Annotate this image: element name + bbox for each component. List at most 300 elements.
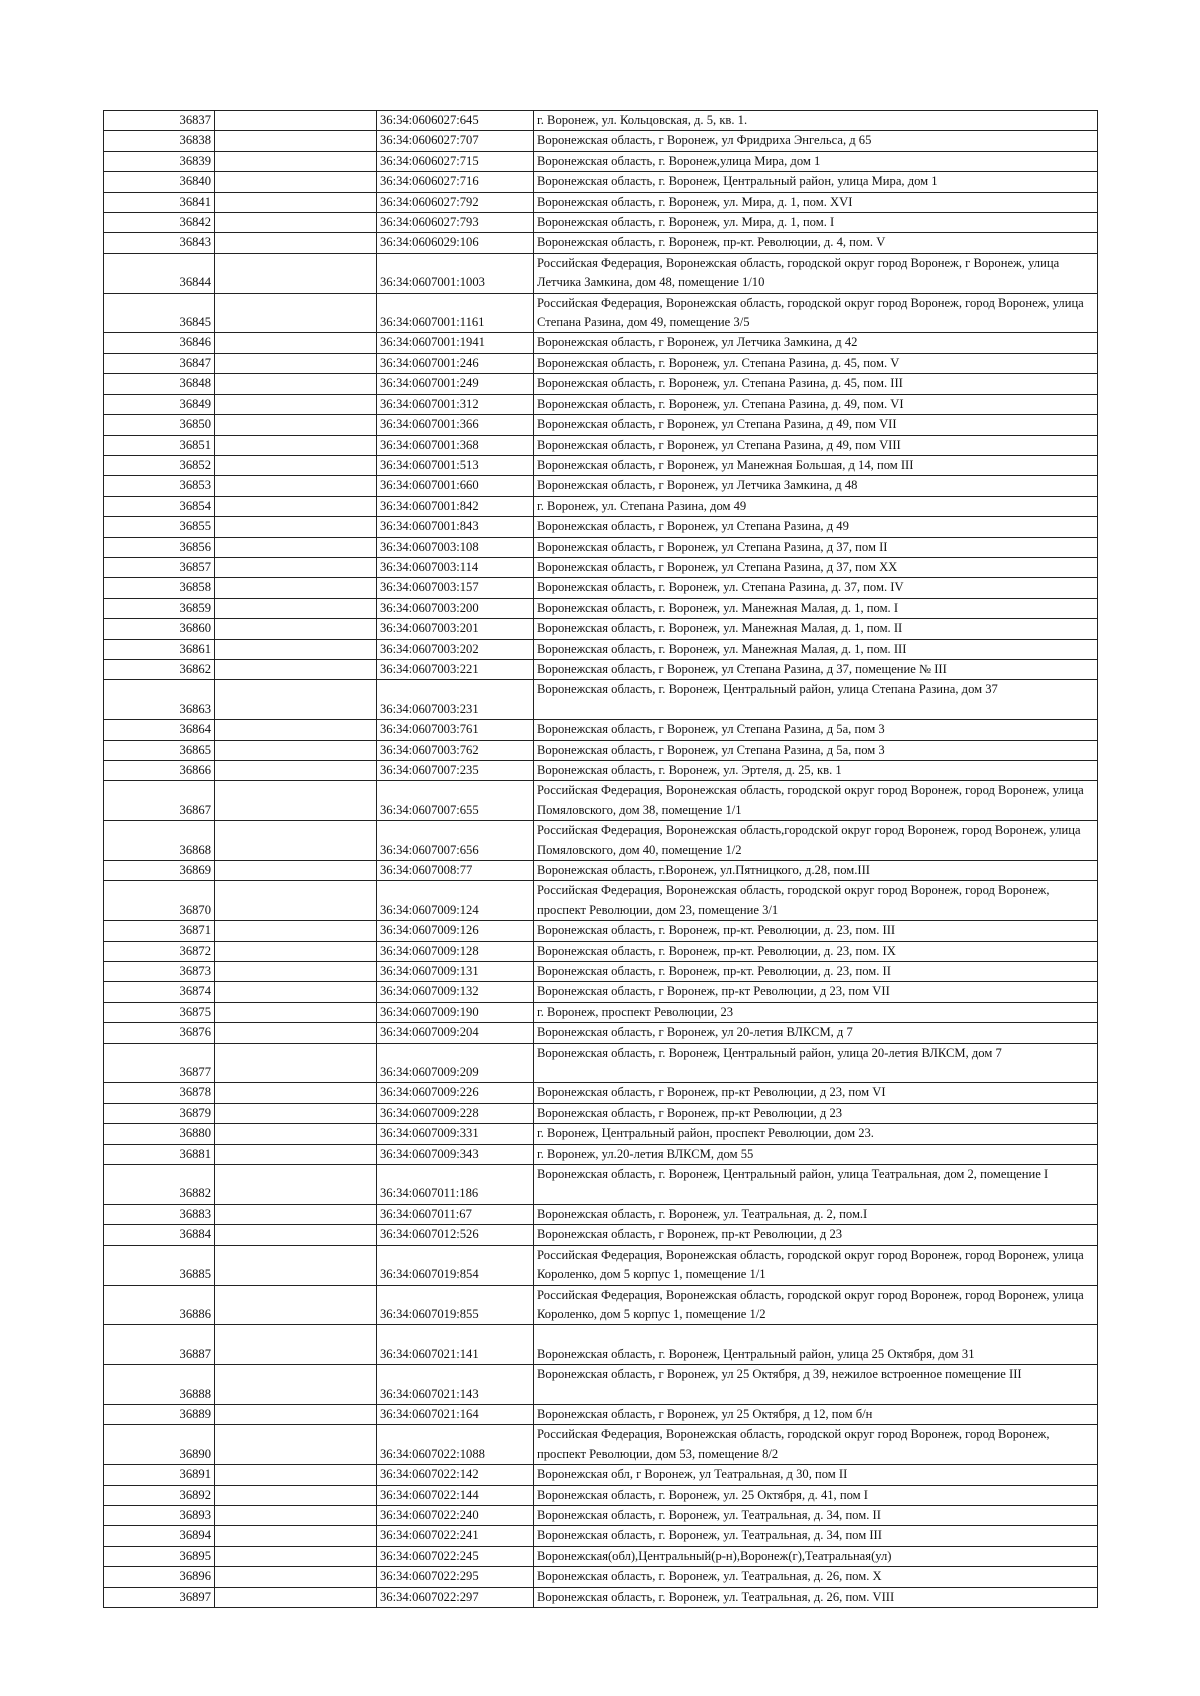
cadastral-number-cell: 36:34:0607003:108 (377, 537, 534, 557)
cadastral-number-cell: 36:34:0607007:656 (377, 821, 534, 861)
address-cell: Воронежская область, г. Воронеж, ул. Театральная, д. 2, пом.I (534, 1204, 1098, 1224)
row-number-cell: 36878 (104, 1083, 215, 1103)
row-number-cell: 36888 (104, 1365, 215, 1405)
row-number-cell: 36882 (104, 1165, 215, 1205)
row-number-cell: 36869 (104, 861, 215, 881)
table-row (104, 517, 1098, 537)
address-cell: Воронежская область, г. Воронеж, Центральный район, улица Мира, дом 1 (534, 172, 1098, 192)
address-cell: Российская Федерация, Воронежская область, городской округ город Воронеж, город Воронеж, улица Помяловского, дом 38, помещение 1/1 (534, 781, 1098, 821)
empty-cell (215, 1285, 377, 1325)
empty-cell (215, 760, 377, 780)
row-number-cell: 36837 (104, 111, 215, 131)
empty-cell (215, 394, 377, 414)
table-row (104, 982, 1098, 1002)
cadastral-number-cell: 36:34:0607003:202 (377, 639, 534, 659)
empty-cell (215, 1325, 377, 1365)
table-row (104, 111, 1098, 131)
row-number-cell: 36870 (104, 881, 215, 921)
table-row (104, 455, 1098, 475)
empty-cell (215, 659, 377, 679)
cadastral-number-cell: 36:34:0607011:67 (377, 1204, 534, 1224)
address-cell: Воронежская область, г Воронеж, пр-кт Революции, д 23 (534, 1103, 1098, 1123)
row-number-cell: 36857 (104, 557, 215, 577)
cadastral-number-cell: 36:34:0607022:1088 (377, 1425, 534, 1465)
table-row (104, 557, 1098, 577)
table-row (104, 131, 1098, 151)
address-cell: Воронежская область, г Воронеж, ул Степана Разина, д 37, пом II (534, 537, 1098, 557)
empty-cell (215, 333, 377, 353)
cadastral-number-cell: 36:34:0607009:228 (377, 1103, 534, 1123)
empty-cell (215, 496, 377, 516)
row-number-cell: 36886 (104, 1285, 215, 1325)
cadastral-number-cell: 36:34:0607001:1003 (377, 253, 534, 293)
empty-cell (215, 1043, 377, 1083)
cadastral-number-cell: 36:34:0607021:143 (377, 1365, 534, 1405)
table-row (104, 374, 1098, 394)
empty-cell (215, 192, 377, 212)
row-number-cell: 36838 (104, 131, 215, 151)
cadastral-number-cell: 36:34:0607019:855 (377, 1285, 534, 1325)
table-row (104, 333, 1098, 353)
table-row (104, 598, 1098, 618)
cadastral-number-cell: 36:34:0607009:204 (377, 1023, 534, 1043)
table-row (104, 659, 1098, 679)
row-number-cell: 36861 (104, 639, 215, 659)
row-number-cell: 36877 (104, 1043, 215, 1083)
address-cell: Российская Федерация, Воронежская область, городской округ город Воронеж, город Воронеж, проспект Революции, дом 53, помещение 8/2 (534, 1425, 1098, 1465)
table-row (104, 1245, 1098, 1285)
row-number-cell: 36845 (104, 293, 215, 333)
empty-cell (215, 1526, 377, 1546)
address-cell: Воронежская область, г. Воронеж, ул. 25 Октября, д. 41, пом I (534, 1485, 1098, 1505)
empty-cell (215, 172, 377, 192)
table-row (104, 941, 1098, 961)
empty-cell (215, 415, 377, 435)
empty-cell (215, 1023, 377, 1043)
address-cell: Российская Федерация, Воронежская область,городской округ город Воронеж, город Воронеж, улица Помяловского, дом 40, помещение 1/2 (534, 821, 1098, 861)
empty-cell (215, 455, 377, 475)
table-row (104, 1404, 1098, 1424)
row-number-cell: 36839 (104, 151, 215, 171)
cadastral-number-cell: 36:34:0606027:707 (377, 131, 534, 151)
empty-cell (215, 151, 377, 171)
row-number-cell: 36866 (104, 760, 215, 780)
address-cell: г. Воронеж, ул. Кольцовская, д. 5, кв. 1. (534, 111, 1098, 131)
row-number-cell: 36885 (104, 1245, 215, 1285)
empty-cell (215, 1083, 377, 1103)
row-number-cell: 36881 (104, 1144, 215, 1164)
address-cell: Воронежская область, г. Воронеж, ул. Степана Разина, д. 49, пом. VI (534, 394, 1098, 414)
cadastral-number-cell: 36:34:0607009:128 (377, 941, 534, 961)
row-number-cell: 36880 (104, 1124, 215, 1144)
address-cell: Воронежская обл, г Воронеж, ул Театральная, д 30, пом II (534, 1465, 1098, 1485)
cadastral-number-cell: 36:34:0607022:144 (377, 1485, 534, 1505)
address-cell: Воронежская область, г. Воронеж, ул. Мира, д. 1, пом. I (534, 213, 1098, 233)
table-row (104, 1465, 1098, 1485)
address-cell: Воронежская область, г. Воронеж, ул. Манежная Малая, д. 1, пом. III (534, 639, 1098, 659)
row-number-cell: 36890 (104, 1425, 215, 1465)
table-row (104, 1285, 1098, 1325)
cadastral-number-cell: 36:34:0607001:513 (377, 455, 534, 475)
empty-cell (215, 253, 377, 293)
empty-cell (215, 1404, 377, 1424)
row-number-cell: 36891 (104, 1465, 215, 1485)
table-row (104, 740, 1098, 760)
address-cell: Воронежская область, г. Воронеж, ул. Театральная, д. 34, пом. II (534, 1505, 1098, 1525)
row-number-cell: 36895 (104, 1546, 215, 1566)
cadastral-number-cell: 36:34:0607022:142 (377, 1465, 534, 1485)
empty-cell (215, 639, 377, 659)
table-row (104, 881, 1098, 921)
empty-cell (215, 881, 377, 921)
address-cell: Воронежская(обл),Центральный(р-н),Воронеж(г),Театральная(ул) (534, 1546, 1098, 1566)
empty-cell (215, 619, 377, 639)
address-cell: Воронежская область, г Воронеж, ул 25 Октября, д 39, нежилое встроенное помещение III (534, 1365, 1098, 1405)
cadastral-number-cell: 36:34:0607009:132 (377, 982, 534, 1002)
cadastral-number-cell: 36:34:0607009:131 (377, 962, 534, 982)
table-row (104, 1103, 1098, 1123)
table-row (104, 1546, 1098, 1566)
cadastral-number-cell: 36:34:0607003:762 (377, 740, 534, 760)
address-cell: Воронежская область, г Воронеж, ул Летчика Замкина, д 48 (534, 476, 1098, 496)
cadastral-number-cell: 36:34:0607022:297 (377, 1587, 534, 1607)
row-number-cell: 36848 (104, 374, 215, 394)
cadastral-number-cell: 36:34:0607009:331 (377, 1124, 534, 1144)
cadastral-number-cell: 36:34:0607001:843 (377, 517, 534, 537)
table-row (104, 233, 1098, 253)
row-number-cell: 36850 (104, 415, 215, 435)
address-cell: Воронежская область, г Воронеж, ул Степана Разина, д 37, пом XX (534, 557, 1098, 577)
address-cell: Воронежская область, г. Воронеж, пр-кт. Революции, д. 4, пом. V (534, 233, 1098, 253)
empty-cell (215, 982, 377, 1002)
cadastral-number-cell: 36:34:0607011:186 (377, 1165, 534, 1205)
table-row (104, 680, 1098, 720)
row-number-cell: 36841 (104, 192, 215, 212)
row-number-cell: 36854 (104, 496, 215, 516)
cadastral-number-cell: 36:34:0607001:249 (377, 374, 534, 394)
empty-cell (215, 921, 377, 941)
cadastral-number-cell: 36:34:0606029:106 (377, 233, 534, 253)
address-cell: Воронежская область, г. Воронеж, пр-кт. Революции, д. 23, пом. II (534, 962, 1098, 982)
empty-cell (215, 1567, 377, 1587)
table-row (104, 1365, 1098, 1405)
row-number-cell: 36892 (104, 1485, 215, 1505)
row-number-cell: 36852 (104, 455, 215, 475)
address-cell: Воронежская область, г. Воронеж, ул. Театральная, д. 26, пом. VIII (534, 1587, 1098, 1607)
empty-cell (215, 435, 377, 455)
cadastral-number-cell: 36:34:0607001:312 (377, 394, 534, 414)
empty-cell (215, 1245, 377, 1285)
address-cell: Воронежская область, г Воронеж, ул Степана Разина, д 5а, пом 3 (534, 720, 1098, 740)
empty-cell (215, 1103, 377, 1123)
row-number-cell: 36872 (104, 941, 215, 961)
row-number-cell: 36876 (104, 1023, 215, 1043)
table-row (104, 1144, 1098, 1164)
address-cell: Воронежская область, г Воронеж, пр-кт Революции, д 23 (534, 1225, 1098, 1245)
row-number-cell: 36879 (104, 1103, 215, 1123)
cadastral-number-cell: 36:34:0606027:715 (377, 151, 534, 171)
address-cell: Воронежская область, г Воронеж, ул Степана Разина, д 49, пом VII (534, 415, 1098, 435)
table-row (104, 962, 1098, 982)
table-row (104, 639, 1098, 659)
empty-cell (215, 1144, 377, 1164)
address-cell: Воронежская область, г. Воронеж, Центральный район, улица Степана Разина, дом 37 (534, 680, 1098, 720)
table-row (104, 821, 1098, 861)
table-row (104, 861, 1098, 881)
address-cell: Российская Федерация, Воронежская область, городской округ город Воронеж, город Воронеж, улица Короленко, дом 5 корпус 1, помещение 1/1 (534, 1245, 1098, 1285)
empty-cell (215, 861, 377, 881)
empty-cell (215, 1546, 377, 1566)
cadastral-number-cell: 36:34:0607001:660 (377, 476, 534, 496)
table-row (104, 1083, 1098, 1103)
address-cell: Воронежская область, г Воронеж, ул Степана Разина, д 49 (534, 517, 1098, 537)
empty-cell (215, 740, 377, 760)
address-cell: г. Воронеж, ул. Степана Разина, дом 49 (534, 496, 1098, 516)
table-row (104, 537, 1098, 557)
table-row (104, 1587, 1098, 1607)
table-row (104, 172, 1098, 192)
empty-cell (215, 1465, 377, 1485)
table-row (104, 496, 1098, 516)
cadastral-number-cell: 36:34:0607021:164 (377, 1404, 534, 1424)
table-row (104, 151, 1098, 171)
empty-cell (215, 962, 377, 982)
row-number-cell: 36867 (104, 781, 215, 821)
cadastral-number-cell: 36:34:0607009:190 (377, 1002, 534, 1022)
empty-cell (215, 476, 377, 496)
address-cell: Воронежская область, г. Воронеж, ул. Степана Разина, д. 37, пом. IV (534, 578, 1098, 598)
address-cell: Воронежская область, г. Воронеж,улица Мира, дом 1 (534, 151, 1098, 171)
row-number-cell: 36859 (104, 598, 215, 618)
empty-cell (215, 1365, 377, 1405)
empty-cell (215, 1204, 377, 1224)
table-row (104, 1043, 1098, 1083)
cadastral-number-cell: 36:34:0606027:716 (377, 172, 534, 192)
cadastral-number-cell: 36:34:0607007:655 (377, 781, 534, 821)
cadastral-number-cell: 36:34:0607019:854 (377, 1245, 534, 1285)
row-number-cell: 36889 (104, 1404, 215, 1424)
cadastral-number-cell: 36:34:0607001:1941 (377, 333, 534, 353)
empty-cell (215, 1124, 377, 1144)
table-row (104, 781, 1098, 821)
cadastral-number-cell: 36:34:0607021:141 (377, 1325, 534, 1365)
empty-cell (215, 353, 377, 373)
row-number-cell: 36846 (104, 333, 215, 353)
table-row (104, 213, 1098, 233)
row-number-cell: 36874 (104, 982, 215, 1002)
cadastral-number-cell: 36:34:0607009:124 (377, 881, 534, 921)
table-row (104, 1023, 1098, 1043)
cadastral-number-cell: 36:34:0607003:761 (377, 720, 534, 740)
empty-cell (215, 720, 377, 740)
cadastral-number-cell: 36:34:0607008:77 (377, 861, 534, 881)
cadastral-number-cell: 36:34:0607022:245 (377, 1546, 534, 1566)
cadastral-number-cell: 36:34:0607022:295 (377, 1567, 534, 1587)
empty-cell (215, 537, 377, 557)
address-cell: г. Воронеж, проспект Революции, 23 (534, 1002, 1098, 1022)
table-row (104, 192, 1098, 212)
registry-table-body (104, 111, 1098, 1608)
empty-cell (215, 233, 377, 253)
table-row (104, 921, 1098, 941)
cadastral-number-cell: 36:34:0607009:209 (377, 1043, 534, 1083)
row-number-cell: 36893 (104, 1505, 215, 1525)
empty-cell (215, 821, 377, 861)
table-row (104, 1505, 1098, 1525)
cadastral-number-cell: 36:34:0607009:226 (377, 1083, 534, 1103)
table-row (104, 353, 1098, 373)
cadastral-number-cell: 36:34:0607003:157 (377, 578, 534, 598)
cadastral-number-cell: 36:34:0606027:792 (377, 192, 534, 212)
table-row (104, 1165, 1098, 1205)
table-row (104, 760, 1098, 780)
table-row (104, 1567, 1098, 1587)
row-number-cell: 36849 (104, 394, 215, 414)
empty-cell (215, 1425, 377, 1465)
empty-cell (215, 1587, 377, 1607)
table-row (104, 720, 1098, 740)
empty-cell (215, 941, 377, 961)
row-number-cell: 36856 (104, 537, 215, 557)
address-cell: Воронежская область, г.Воронеж, ул.Пятницкого, д.28, пом.III (534, 861, 1098, 881)
row-number-cell: 36855 (104, 517, 215, 537)
table-row (104, 1526, 1098, 1546)
address-cell: г. Воронеж, Центральный район, проспект Революции, дом 23. (534, 1124, 1098, 1144)
cadastral-number-cell: 36:34:0606027:645 (377, 111, 534, 131)
row-number-cell: 36858 (104, 578, 215, 598)
cadastral-number-cell: 36:34:0607012:526 (377, 1225, 534, 1245)
empty-cell (215, 781, 377, 821)
table-row (104, 578, 1098, 598)
empty-cell (215, 213, 377, 233)
address-cell: Воронежская область, г. Воронеж, Центральный район, улица Театральная, дом 2, помещение I (534, 1165, 1098, 1205)
cadastral-number-cell: 36:34:0607001:1161 (377, 293, 534, 333)
row-number-cell: 36887 (104, 1325, 215, 1365)
address-cell: Воронежская область, г. Воронеж, ул. Манежная Малая, д. 1, пом. I (534, 598, 1098, 618)
row-number-cell: 36897 (104, 1587, 215, 1607)
address-cell: Воронежская область, г. Воронеж, ул. Манежная Малая, д. 1, пом. II (534, 619, 1098, 639)
cadastral-number-cell: 36:34:0607001:366 (377, 415, 534, 435)
table-row (104, 1002, 1098, 1022)
cadastral-number-cell: 36:34:0607003:221 (377, 659, 534, 679)
address-cell: Воронежская область, г. Воронеж, ул. Эртеля, д. 25, кв. 1 (534, 760, 1098, 780)
cadastral-number-cell: 36:34:0607003:200 (377, 598, 534, 618)
row-number-cell: 36842 (104, 213, 215, 233)
row-number-cell: 36875 (104, 1002, 215, 1022)
address-cell: Воронежская область, г Воронеж, ул Степана Разина, д 5а, пом 3 (534, 740, 1098, 760)
cadastral-number-cell: 36:34:0607009:126 (377, 921, 534, 941)
empty-cell (215, 111, 377, 131)
empty-cell (215, 557, 377, 577)
empty-cell (215, 374, 377, 394)
row-number-cell: 36868 (104, 821, 215, 861)
cadastral-number-cell: 36:34:0607007:235 (377, 760, 534, 780)
cadastral-number-cell: 36:34:0606027:793 (377, 213, 534, 233)
empty-cell (215, 1225, 377, 1245)
row-number-cell: 36853 (104, 476, 215, 496)
address-cell: Воронежская область, г. Воронеж, ул. Степана Разина, д. 45, пом. III (534, 374, 1098, 394)
table-row (104, 1325, 1098, 1365)
address-cell: Воронежская область, г Воронеж, ул Фридриха Энгельса, д 65 (534, 131, 1098, 151)
row-number-cell: 36871 (104, 921, 215, 941)
row-number-cell: 36862 (104, 659, 215, 679)
row-number-cell: 36843 (104, 233, 215, 253)
empty-cell (215, 293, 377, 333)
cadastral-number-cell: 36:34:0607022:241 (377, 1526, 534, 1546)
table-row (104, 1485, 1098, 1505)
cadastral-number-cell: 36:34:0607022:240 (377, 1505, 534, 1525)
address-cell: Российская Федерация, Воронежская область, городской округ город Воронеж, город Воронеж, улица Степана Разина, дом 49, помещение 3/5 (534, 293, 1098, 333)
row-number-cell: 36860 (104, 619, 215, 639)
row-number-cell: 36851 (104, 435, 215, 455)
address-cell: Воронежская область, г Воронеж, ул Летчика Замкина, д 42 (534, 333, 1098, 353)
row-number-cell: 36840 (104, 172, 215, 192)
table-row (104, 415, 1098, 435)
address-cell: Воронежская область, г. Воронеж, пр-кт. Революции, д. 23, пом. III (534, 921, 1098, 941)
cadastral-number-cell: 36:34:0607003:201 (377, 619, 534, 639)
row-number-cell: 36894 (104, 1526, 215, 1546)
row-number-cell: 36847 (104, 353, 215, 373)
address-cell: Воронежская область, г Воронеж, ул Степана Разина, д 49, пом VIII (534, 435, 1098, 455)
cadastral-number-cell: 36:34:0607001:842 (377, 496, 534, 516)
address-cell: Воронежская область, г Воронеж, ул 20-летия ВЛКСМ, д 7 (534, 1023, 1098, 1043)
address-cell: Российская Федерация, Воронежская область, городской округ город Воронеж, г Воронеж, улица Летчика Замкина, дом 48, помещение 1/10 (534, 253, 1098, 293)
address-cell: Воронежская область, г Воронеж, пр-кт Революции, д 23, пом VI (534, 1083, 1098, 1103)
empty-cell (215, 598, 377, 618)
row-number-cell: 36863 (104, 680, 215, 720)
address-cell: Воронежская область, г Воронеж, ул Степана Разина, д 37, помещение № III (534, 659, 1098, 679)
address-cell: Воронежская область, г. Воронеж, Центральный район, улица 25 Октября, дом 31 (534, 1325, 1098, 1365)
table-row (104, 1425, 1098, 1465)
address-cell: Воронежская область, г Воронеж, ул Манежная Большая, д 14, пом III (534, 455, 1098, 475)
row-number-cell: 36864 (104, 720, 215, 740)
table-row (104, 1204, 1098, 1224)
cadastral-number-cell: 36:34:0607009:343 (377, 1144, 534, 1164)
empty-cell (215, 1165, 377, 1205)
row-number-cell: 36883 (104, 1204, 215, 1224)
cadastral-number-cell: 36:34:0607003:231 (377, 680, 534, 720)
table-row (104, 435, 1098, 455)
empty-cell (215, 131, 377, 151)
empty-cell (215, 578, 377, 598)
empty-cell (215, 517, 377, 537)
address-cell: г. Воронеж, ул.20-летия ВЛКСМ, дом 55 (534, 1144, 1098, 1164)
empty-cell (215, 1002, 377, 1022)
address-cell: Российская Федерация, Воронежская область, городской округ город Воронеж, город Воронеж, проспект Революции, дом 23, помещение 3/1 (534, 881, 1098, 921)
cadastral-number-cell: 36:34:0607003:114 (377, 557, 534, 577)
address-cell: Воронежская область, г. Воронеж, ул. Мира, д. 1, пом. XVI (534, 192, 1098, 212)
row-number-cell: 36896 (104, 1567, 215, 1587)
table-row (104, 1124, 1098, 1144)
table-row (104, 253, 1098, 293)
cadastral-number-cell: 36:34:0607001:368 (377, 435, 534, 455)
address-cell: Воронежская область, г Воронеж, ул 25 Октября, д 12, пом б/н (534, 1404, 1098, 1424)
table-row (104, 476, 1098, 496)
table-row (104, 619, 1098, 639)
row-number-cell: 36844 (104, 253, 215, 293)
address-cell: Воронежская область, г. Воронеж, ул. Театральная, д. 34, пом III (534, 1526, 1098, 1546)
table-row (104, 394, 1098, 414)
row-number-cell: 36873 (104, 962, 215, 982)
empty-cell (215, 1505, 377, 1525)
address-cell: Воронежская область, г Воронеж, пр-кт Революции, д 23, пом VII (534, 982, 1098, 1002)
row-number-cell: 36884 (104, 1225, 215, 1245)
row-number-cell: 36865 (104, 740, 215, 760)
table-row (104, 1225, 1098, 1245)
address-cell: Воронежская область, г. Воронеж, Центральный район, улица 20-летия ВЛКСМ, дом 7 (534, 1043, 1098, 1083)
address-cell: Российская Федерация, Воронежская область, городской округ город Воронеж, город Воронеж, улица Короленко, дом 5 корпус 1, помещение 1/2 (534, 1285, 1098, 1325)
registry-table (103, 110, 1098, 1608)
